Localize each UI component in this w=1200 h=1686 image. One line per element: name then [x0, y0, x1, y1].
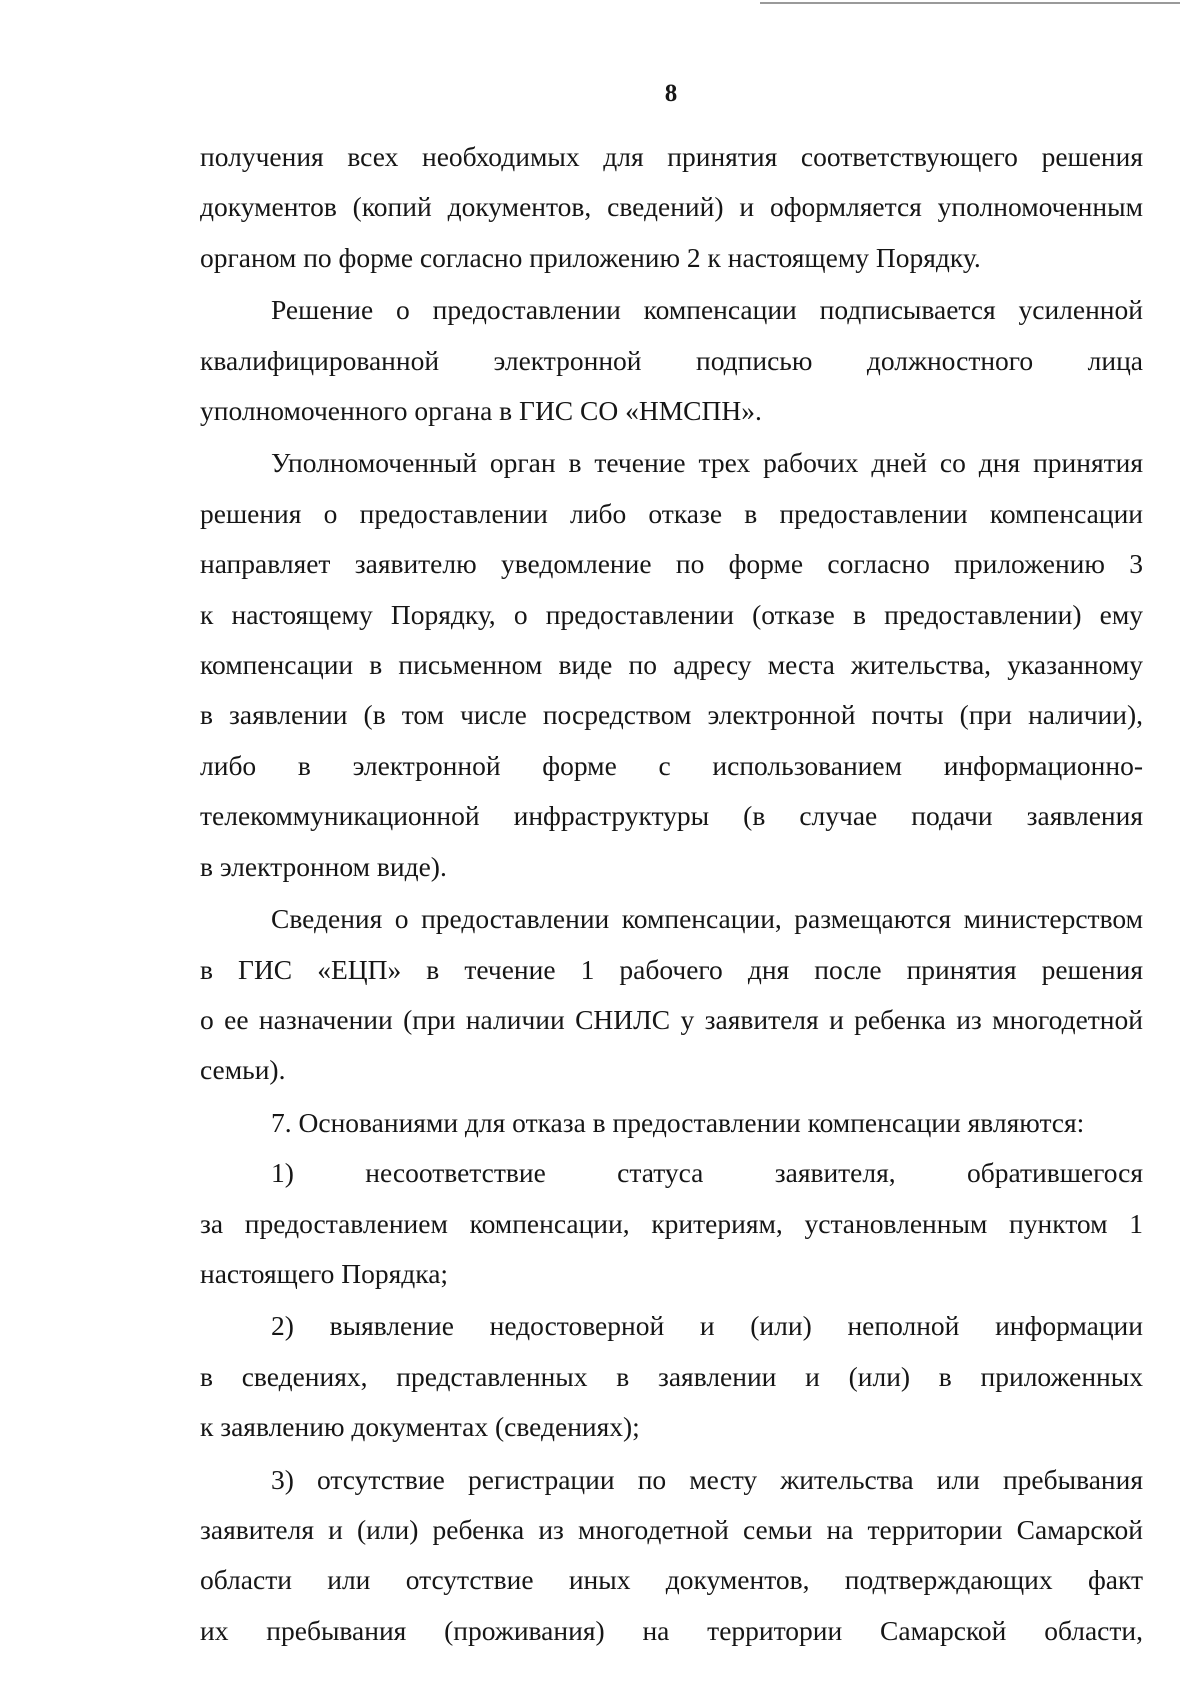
list-item: [200, 1148, 1143, 1299]
text-line: Уполномоченный орган в течение трех рабочих дней со дня принятия: [271, 447, 1143, 479]
text-line: в сведениях, представленных в заявлении и (или) в приложенных: [200, 1360, 1143, 1392]
text-line: уполномоченного органа в ГИС СО «НМСПН».: [200, 395, 762, 427]
text-line: о ее назначении (при наличии СНИЛС у заявителя и ребенка из многодетной: [200, 1003, 1143, 1035]
text-line: в электронном виде).: [200, 850, 447, 882]
text-line: телекоммуникационной инфраструктуры (в случае подачи заявления: [200, 800, 1143, 832]
paragraph: [200, 894, 1143, 1096]
paragraph: [200, 438, 1143, 892]
text-line: Решение о предоставлении компенсации подписывается усиленной: [271, 294, 1143, 326]
list-item: [200, 1301, 1143, 1452]
text-line: семьи).: [200, 1054, 286, 1086]
text-line: 3) отсутствие регистрации по месту жительства или пребывания: [271, 1463, 1143, 1495]
list-item: [200, 1455, 1143, 1657]
text-line: органом по форме согласно приложению 2 к настоящему Порядку.: [200, 241, 981, 273]
text-line: области или отсутствие иных документов, подтверждающих факт: [200, 1564, 1143, 1596]
text-line: за предоставлением компенсации, критериям, установленным пунктом 1: [200, 1207, 1143, 1239]
text-line: заявителя и (или) ребенка из многодетной семьи на территории Самарской: [200, 1513, 1143, 1545]
text-line: 1) несоответствие статуса заявителя, обратившегося: [271, 1157, 1143, 1189]
text-line: либо в электронной форме с использованием информационно-: [200, 749, 1143, 781]
text-line: Сведения о предоставлении компенсации, размещаются министерством: [271, 903, 1143, 935]
text-line: к заявлению документах (сведениях);: [200, 1411, 640, 1443]
paragraph: [200, 132, 1143, 283]
paragraph: [200, 1098, 1143, 1148]
text-line: документов (копий документов, сведений) и оформляется уполномоченным: [200, 191, 1143, 223]
top-edge-rule: [760, 2, 1180, 4]
text-line: компенсации в письменном виде по адресу места жительства, указанному: [200, 649, 1143, 681]
paragraph: [200, 285, 1143, 436]
text-line: к настоящему Порядку, о предоставлении (отказе в предоставлении) ему: [200, 598, 1143, 630]
text-line: решения о предоставлении либо отказе в предоставлении компенсации: [200, 497, 1143, 529]
text-line: настоящего Порядка;: [200, 1257, 449, 1289]
text-line: направляет заявителю уведомление по форме согласно приложению 3: [200, 548, 1143, 580]
text-line: в заявлении (в том числе посредством электронной почты (при наличии),: [200, 699, 1143, 731]
text-line: в ГИС «ЕЦП» в течение 1 рабочего дня после принятия решения: [200, 953, 1143, 985]
text-line: квалифицированной электронной подписью должностного лица: [200, 344, 1143, 376]
text-line: 2) выявление недостоверной и (или) неполной информации: [271, 1310, 1143, 1342]
document-body: [200, 132, 1143, 1656]
page-number: 8: [664, 80, 678, 107]
text-line: их пребывания (проживания) на территории Самарской области,: [200, 1614, 1143, 1646]
text-line: 7. Основаниями для отказа в предоставлении компенсации являются:: [271, 1106, 1085, 1138]
text-line: получения всех необходимых для принятия соответствующего решения: [200, 141, 1143, 172]
